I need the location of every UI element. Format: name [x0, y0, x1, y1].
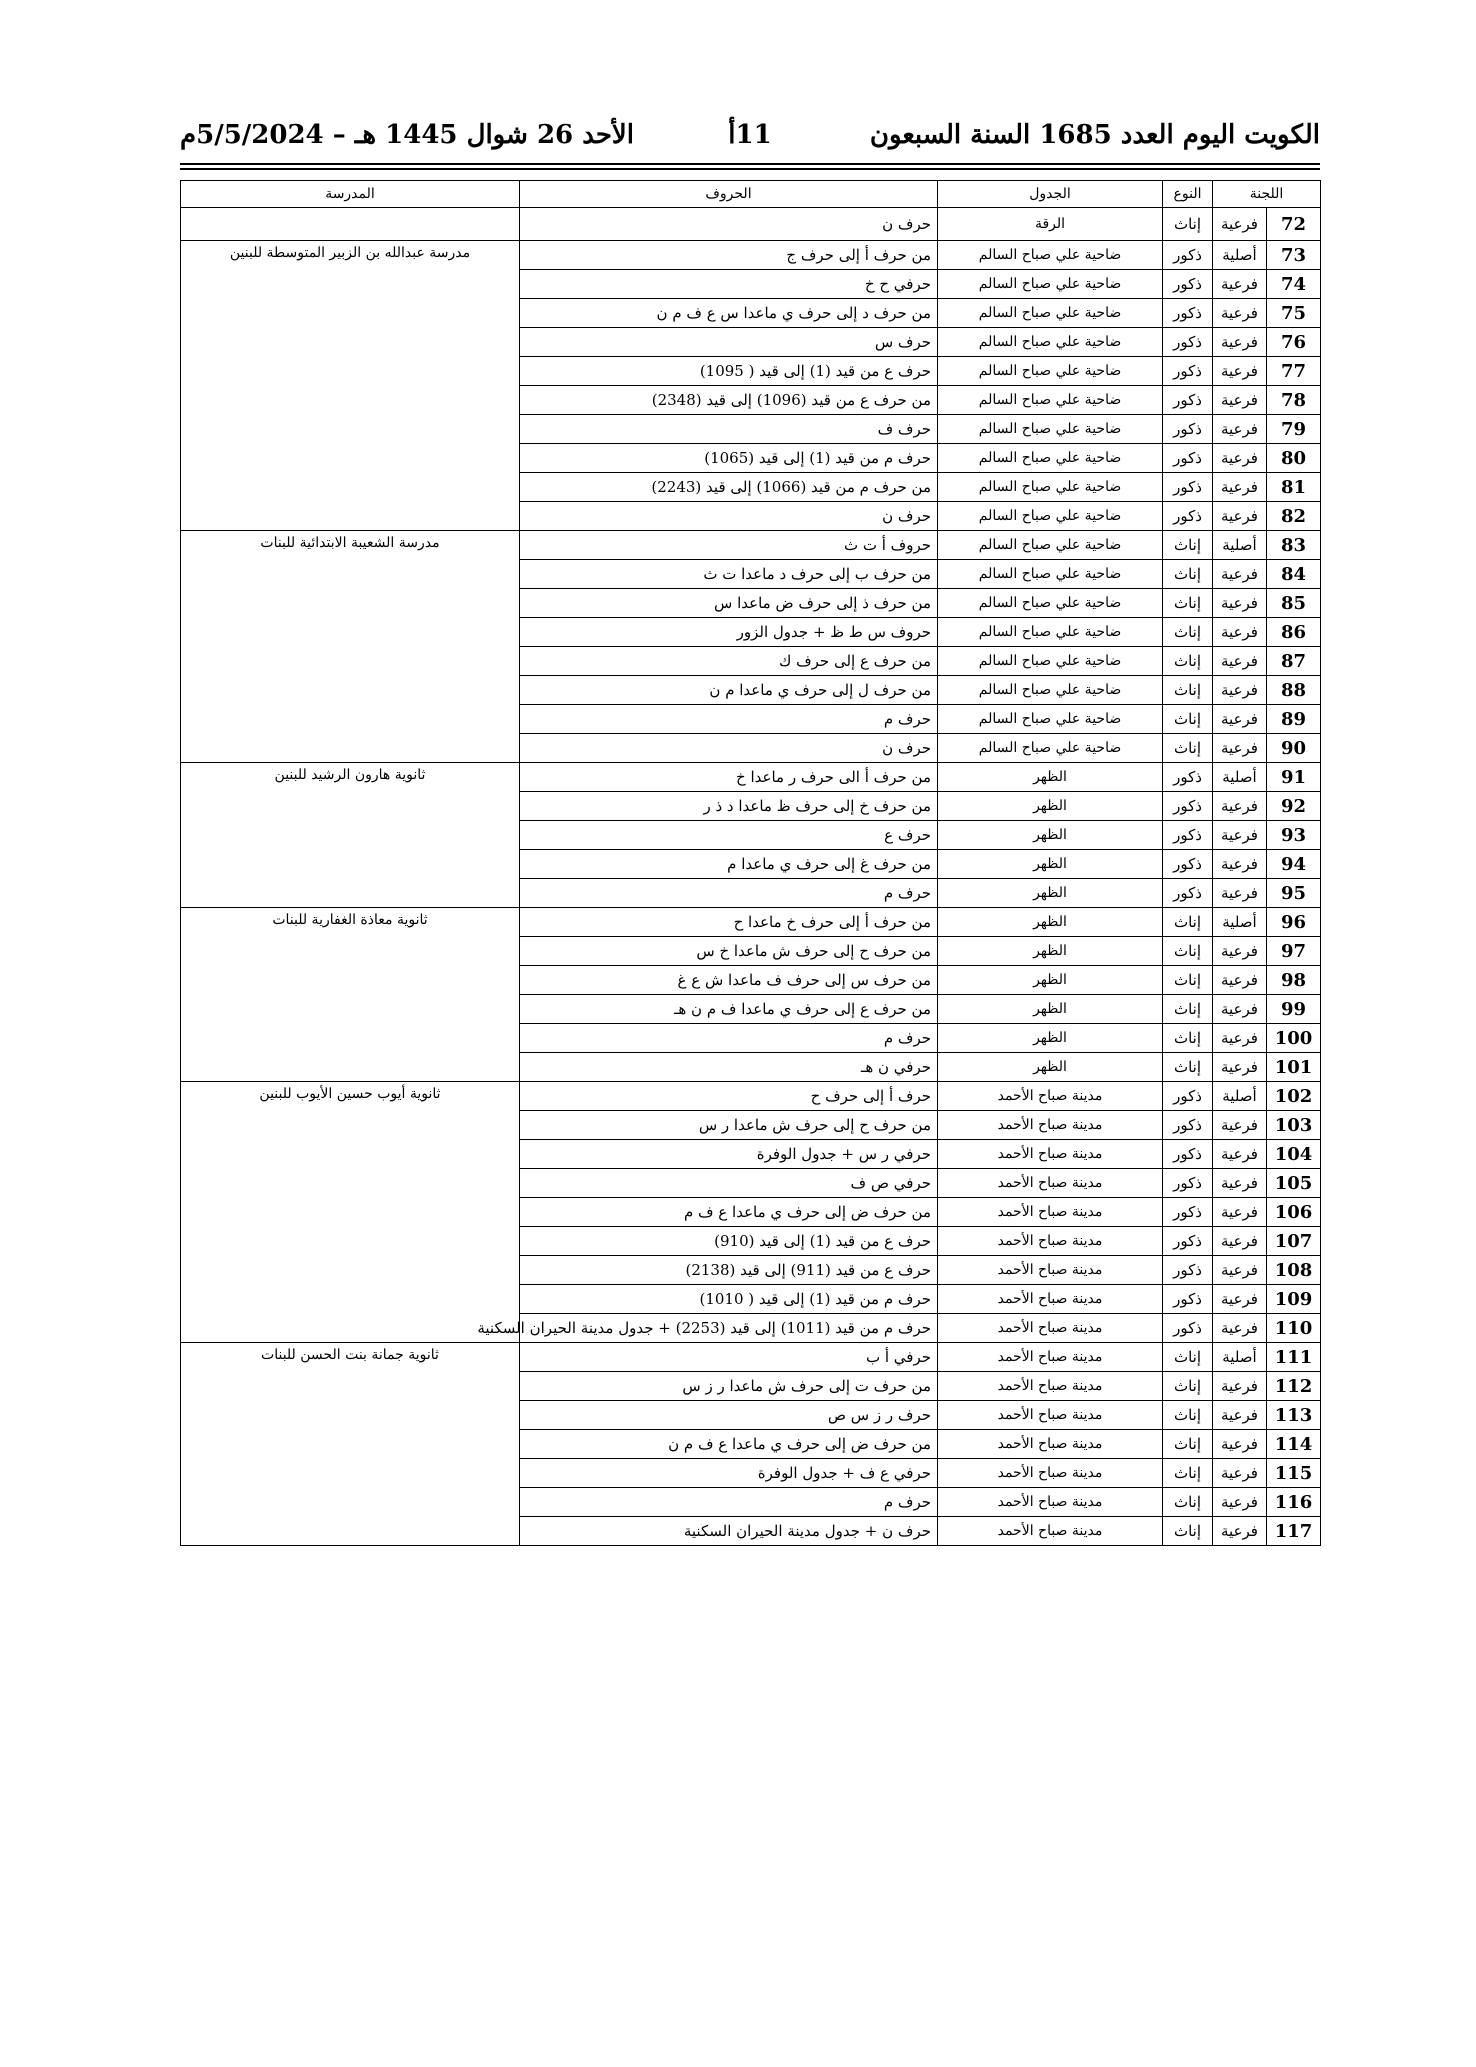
committee-type: أصلية	[1213, 908, 1267, 937]
committee-type: فرعية	[1213, 473, 1267, 502]
committee-number: 109	[1267, 1285, 1321, 1314]
committee-number: 97	[1267, 937, 1321, 966]
committee-area: الظهر	[938, 995, 1163, 1024]
committee-letters: من حرف ح إلى حرف ش ماعدا ر س	[520, 1111, 938, 1140]
committee-area: ضاحية علي صباح السالم	[938, 386, 1163, 415]
committee-type: فرعية	[1213, 821, 1267, 850]
committee-type: فرعية	[1213, 937, 1267, 966]
table-row	[181, 763, 1321, 792]
col-header-committee: اللجنة	[1213, 181, 1321, 208]
committee-area: مدينة صباح الأحمد	[938, 1517, 1163, 1546]
committee-type: فرعية	[1213, 1372, 1267, 1401]
committee-number: 112	[1267, 1372, 1321, 1401]
school-name: مدرسة عبدالله بن الزبير المتوسطة للبنين	[181, 241, 520, 531]
col-header-letters: الحروف	[520, 181, 938, 208]
committee-gender: إناث	[1163, 734, 1213, 763]
committee-type: فرعية	[1213, 1256, 1267, 1285]
committee-letters: حرف ع من قيد (1) إلى قيد (910)	[520, 1227, 938, 1256]
committee-gender: ذكور	[1163, 1140, 1213, 1169]
table-row	[181, 241, 1321, 270]
committee-gender: إناث	[1163, 995, 1213, 1024]
committee-gender: ذكور	[1163, 763, 1213, 792]
committee-letters: من حرف م من قيد (1066) إلى قيد (2243)	[520, 473, 938, 502]
committee-type: فرعية	[1213, 386, 1267, 415]
committee-gender: إناث	[1163, 1343, 1213, 1372]
committee-type: فرعية	[1213, 1111, 1267, 1140]
committee-gender: إناث	[1163, 966, 1213, 995]
committee-type: فرعية	[1213, 850, 1267, 879]
committee-letters: من حرف ض إلى حرف ي ماعدا ع ف م ن	[520, 1430, 938, 1459]
committee-area: ضاحية علي صباح السالم	[938, 734, 1163, 763]
committee-gender: ذكور	[1163, 850, 1213, 879]
committee-number: 117	[1267, 1517, 1321, 1546]
committee-letters: من حرف د إلى حرف ي ماعدا س ع ف م ن	[520, 299, 938, 328]
committee-type: أصلية	[1213, 763, 1267, 792]
committee-number: 74	[1267, 270, 1321, 299]
committee-area: مدينة صباح الأحمد	[938, 1401, 1163, 1430]
committee-number: 79	[1267, 415, 1321, 444]
committee-area: ضاحية علي صباح السالم	[938, 618, 1163, 647]
committee-area: ضاحية علي صباح السالم	[938, 444, 1163, 473]
committee-number: 85	[1267, 589, 1321, 618]
committee-type: فرعية	[1213, 589, 1267, 618]
committee-type: فرعية	[1213, 328, 1267, 357]
committee-area: ضاحية علي صباح السالم	[938, 328, 1163, 357]
committee-area: الظهر	[938, 908, 1163, 937]
committee-gender: إناث	[1163, 1517, 1213, 1546]
committee-gender: إناث	[1163, 1053, 1213, 1082]
committee-type: فرعية	[1213, 734, 1267, 763]
committee-gender: إناث	[1163, 908, 1213, 937]
committee-letters: من حرف غ إلى حرف ي ماعدا م	[520, 850, 938, 879]
committee-number: 89	[1267, 705, 1321, 734]
committee-type: فرعية	[1213, 1314, 1267, 1343]
committee-number: 98	[1267, 966, 1321, 995]
committee-type: فرعية	[1213, 1024, 1267, 1053]
committee-letters: حرف م	[520, 1488, 938, 1517]
committee-type: فرعية	[1213, 1053, 1267, 1082]
committee-gender: إناث	[1163, 1430, 1213, 1459]
committee-number: 78	[1267, 386, 1321, 415]
committee-gender: ذكور	[1163, 415, 1213, 444]
committee-type: فرعية	[1213, 676, 1267, 705]
committee-gender: ذكور	[1163, 792, 1213, 821]
school-name: ثانوية أيوب حسين الأيوب للبنين	[181, 1082, 520, 1343]
committee-letters: حرفي ر س + جدول الوفرة	[520, 1140, 938, 1169]
committee-gender: ذكور	[1163, 1227, 1213, 1256]
committee-area: مدينة صباح الأحمد	[938, 1169, 1163, 1198]
committee-gender: إناث	[1163, 676, 1213, 705]
committee-gender: ذكور	[1163, 299, 1213, 328]
committee-type: فرعية	[1213, 502, 1267, 531]
committee-area: الظهر	[938, 1053, 1163, 1082]
committee-letters: حرف ع	[520, 821, 938, 850]
committee-type: فرعية	[1213, 1401, 1267, 1430]
committee-number: 80	[1267, 444, 1321, 473]
committee-gender: ذكور	[1163, 1314, 1213, 1343]
committee-letters: حرف ع من قيد (1) إلى قيد ( 1095)	[520, 357, 938, 386]
committee-gender: ذكور	[1163, 1256, 1213, 1285]
committee-number: 101	[1267, 1053, 1321, 1082]
committee-type: فرعية	[1213, 415, 1267, 444]
committee-gender: إناث	[1163, 1024, 1213, 1053]
committee-area: الظهر	[938, 879, 1163, 908]
committee-number: 88	[1267, 676, 1321, 705]
committee-number: 95	[1267, 879, 1321, 908]
committee-type: فرعية	[1213, 1285, 1267, 1314]
committee-number: 102	[1267, 1082, 1321, 1111]
table-row	[181, 1343, 1321, 1372]
committee-number: 100	[1267, 1024, 1321, 1053]
committee-area: مدينة صباح الأحمد	[938, 1488, 1163, 1517]
committee-gender: إناث	[1163, 1488, 1213, 1517]
committee-type: فرعية	[1213, 995, 1267, 1024]
committee-area: مدينة صباح الأحمد	[938, 1111, 1163, 1140]
committee-area: مدينة صباح الأحمد	[938, 1285, 1163, 1314]
committee-number: 107	[1267, 1227, 1321, 1256]
page-number: 11أ	[728, 120, 772, 150]
committee-area: مدينة صباح الأحمد	[938, 1082, 1163, 1111]
committee-letters: من حرف ح إلى حرف ش ماعدا خ س	[520, 937, 938, 966]
committee-number: 75	[1267, 299, 1321, 328]
table-row	[181, 908, 1321, 937]
committee-letters: حرفي ع ف + جدول الوفرة	[520, 1459, 938, 1488]
committee-gender: ذكور	[1163, 386, 1213, 415]
committee-gender: ذكور	[1163, 1198, 1213, 1227]
committee-letters: من حرف أ إلى حرف ج	[520, 241, 938, 270]
committee-type: فرعية	[1213, 1227, 1267, 1256]
committee-gender: ذكور	[1163, 328, 1213, 357]
table-row	[181, 531, 1321, 560]
committee-letters: من حرف ب إلى حرف د ماعدا ت ث	[520, 560, 938, 589]
committee-type: فرعية	[1213, 1488, 1267, 1517]
committee-number: 113	[1267, 1401, 1321, 1430]
committee-letters: حرفي ح خ	[520, 270, 938, 299]
committee-area: مدينة صباح الأحمد	[938, 1227, 1163, 1256]
committee-number: 99	[1267, 995, 1321, 1024]
committee-area: ضاحية علي صباح السالم	[938, 589, 1163, 618]
committee-type: فرعية	[1213, 1198, 1267, 1227]
committee-area: مدينة صباح الأحمد	[938, 1140, 1163, 1169]
committee-number: 108	[1267, 1256, 1321, 1285]
committee-gender: ذكور	[1163, 821, 1213, 850]
committee-type: فرعية	[1213, 1430, 1267, 1459]
committee-letters: حرف ع من قيد (911) إلى قيد (2138)	[520, 1256, 938, 1285]
committee-number: 91	[1267, 763, 1321, 792]
committee-number: 105	[1267, 1169, 1321, 1198]
committee-letters: حرف م من قيد (1011) إلى قيد (2253) + جدول مدينة الحيران السكنية	[520, 1314, 938, 1343]
committee-area: الظهر	[938, 821, 1163, 850]
committee-type: فرعية	[1213, 444, 1267, 473]
committee-area: ضاحية علي صباح السالم	[938, 560, 1163, 589]
committee-letters: حرف ن + جدول مدينة الحيران السكنية	[520, 1517, 938, 1546]
committee-letters: حرف ن	[520, 502, 938, 531]
committee-number: 110	[1267, 1314, 1321, 1343]
committee-gender: ذكور	[1163, 473, 1213, 502]
committee-letters: من حرف ع إلى حرف ك	[520, 647, 938, 676]
committee-type: فرعية	[1213, 879, 1267, 908]
committee-gender: إناث	[1163, 1372, 1213, 1401]
committee-type: أصلية	[1213, 531, 1267, 560]
committee-area: ضاحية علي صباح السالم	[938, 647, 1163, 676]
school-name: ثانوية جمانة بنت الحسن للبنات	[181, 1343, 520, 1546]
committee-area: مدينة صباح الأحمد	[938, 1314, 1163, 1343]
committees-table	[180, 180, 1321, 1546]
page-header	[180, 120, 1320, 160]
committee-letters: حروف س ط ظ + جدول الزور	[520, 618, 938, 647]
committee-gender: إناث	[1163, 705, 1213, 734]
committee-number: 76	[1267, 328, 1321, 357]
committee-type: فرعية	[1213, 270, 1267, 299]
committee-letters: حرف م من قيد (1) إلى قيد ( 1010)	[520, 1285, 938, 1314]
committee-area: ضاحية علي صباح السالم	[938, 241, 1163, 270]
committee-letters: من حرف ل إلى حرف ي ماعدا م ن	[520, 676, 938, 705]
committee-number: 96	[1267, 908, 1321, 937]
committee-letters: من حرف ض إلى حرف ي ماعدا ع ف م	[520, 1198, 938, 1227]
committee-number: 77	[1267, 357, 1321, 386]
committee-gender: ذكور	[1163, 1169, 1213, 1198]
committee-area: ضاحية علي صباح السالم	[938, 299, 1163, 328]
committee-letters: حرف س	[520, 328, 938, 357]
school-name	[181, 208, 520, 241]
committee-area: مدينة صباح الأحمد	[938, 1459, 1163, 1488]
table-row	[181, 208, 1321, 241]
committee-area: مدينة صباح الأحمد	[938, 1343, 1163, 1372]
committee-gender: ذكور	[1163, 357, 1213, 386]
committee-gender: ذكور	[1163, 1111, 1213, 1140]
committee-type: فرعية	[1213, 560, 1267, 589]
committee-type: فرعية	[1213, 966, 1267, 995]
committee-gender: إناث	[1163, 937, 1213, 966]
committee-number: 106	[1267, 1198, 1321, 1227]
committee-area: الرقة	[938, 208, 1163, 241]
committee-letters: من حرف ذ إلى حرف ض ماعدا س	[520, 589, 938, 618]
committee-letters: حرف م من قيد (1) إلى قيد (1065)	[520, 444, 938, 473]
committee-type: فرعية	[1213, 357, 1267, 386]
committee-number: 94	[1267, 850, 1321, 879]
committee-gender: إناث	[1163, 1401, 1213, 1430]
committee-letters: حرف ن	[520, 734, 938, 763]
committee-number: 104	[1267, 1140, 1321, 1169]
header-rule-bottom	[180, 168, 1320, 170]
issue-date: الأحد 26 شوال 1445 هـ – 5/5/2024م	[180, 120, 634, 150]
committee-number: 87	[1267, 647, 1321, 676]
col-header-area: الجدول	[938, 181, 1163, 208]
committee-type: فرعية	[1213, 1140, 1267, 1169]
committees-table-wrap	[180, 180, 1320, 1546]
committee-area: ضاحية علي صباح السالم	[938, 473, 1163, 502]
committee-area: مدينة صباح الأحمد	[938, 1198, 1163, 1227]
header-rule-top	[180, 163, 1320, 165]
committee-area: ضاحية علي صباح السالم	[938, 270, 1163, 299]
committee-number: 115	[1267, 1459, 1321, 1488]
committee-type: فرعية	[1213, 208, 1267, 241]
committee-type: فرعية	[1213, 705, 1267, 734]
committee-area: ضاحية علي صباح السالم	[938, 676, 1163, 705]
committee-gender: ذكور	[1163, 270, 1213, 299]
committee-gender: إناث	[1163, 589, 1213, 618]
committee-number: 83	[1267, 531, 1321, 560]
committee-letters: من حرف ع من قيد (1096) إلى قيد (2348)	[520, 386, 938, 415]
committee-gender: ذكور	[1163, 444, 1213, 473]
committee-area: ضاحية علي صباح السالم	[938, 502, 1163, 531]
committee-letters: من حرف ت إلى حرف ش ماعدا ر ز س	[520, 1372, 938, 1401]
gazette-issue-title: الكويت اليوم العدد 1685 السنة السبعون	[869, 120, 1320, 150]
committee-area: مدينة صباح الأحمد	[938, 1430, 1163, 1459]
committee-number: 81	[1267, 473, 1321, 502]
col-header-school: المدرسة	[181, 181, 520, 208]
committee-number: 86	[1267, 618, 1321, 647]
committee-gender: إناث	[1163, 618, 1213, 647]
committee-gender: إناث	[1163, 531, 1213, 560]
committee-letters: حرف م	[520, 879, 938, 908]
committee-area: الظهر	[938, 937, 1163, 966]
committee-type: فرعية	[1213, 792, 1267, 821]
committee-gender: إناث	[1163, 208, 1213, 241]
committee-area: ضاحية علي صباح السالم	[938, 705, 1163, 734]
committee-letters: حرفي ص ف	[520, 1169, 938, 1198]
committee-gender: إناث	[1163, 560, 1213, 589]
committee-number: 116	[1267, 1488, 1321, 1517]
committee-area: مدينة صباح الأحمد	[938, 1372, 1163, 1401]
table-row	[181, 1082, 1321, 1111]
committee-type: فرعية	[1213, 618, 1267, 647]
committee-area: الظهر	[938, 792, 1163, 821]
committee-area: الظهر	[938, 850, 1163, 879]
committee-type: أصلية	[1213, 1343, 1267, 1372]
committee-letters: حرفي أ ب	[520, 1343, 938, 1372]
committee-letters: حرف م	[520, 1024, 938, 1053]
committee-area: الظهر	[938, 1024, 1163, 1053]
committee-gender: إناث	[1163, 647, 1213, 676]
committee-letters: من حرف س إلى حرف ف ماعدا ش ع غ	[520, 966, 938, 995]
committee-type: فرعية	[1213, 1459, 1267, 1488]
school-name: ثانوية معاذة الغفارية للبنات	[181, 908, 520, 1082]
committee-letters: من حرف أ الى حرف ر ماعدا خ	[520, 763, 938, 792]
committee-gender: ذكور	[1163, 1285, 1213, 1314]
col-header-gender: النوع	[1163, 181, 1213, 208]
table-body	[181, 208, 1321, 1546]
committee-number: 90	[1267, 734, 1321, 763]
committee-letters: حرف أ إلى حرف ح	[520, 1082, 938, 1111]
committee-gender: ذكور	[1163, 1082, 1213, 1111]
committee-letters: من حرف خ إلى حرف ظ ماعدا د ذ ر	[520, 792, 938, 821]
table-header-row	[181, 181, 1321, 208]
committee-number: 111	[1267, 1343, 1321, 1372]
committee-type: أصلية	[1213, 241, 1267, 270]
committee-area: الظهر	[938, 966, 1163, 995]
committee-type: فرعية	[1213, 299, 1267, 328]
committee-gender: إناث	[1163, 1459, 1213, 1488]
committee-area: ضاحية علي صباح السالم	[938, 357, 1163, 386]
committee-type: فرعية	[1213, 647, 1267, 676]
committee-area: ضاحية علي صباح السالم	[938, 415, 1163, 444]
committee-number: 73	[1267, 241, 1321, 270]
committee-area: الظهر	[938, 763, 1163, 792]
committee-number: 84	[1267, 560, 1321, 589]
committee-gender: ذكور	[1163, 241, 1213, 270]
committee-letters: من حرف أ إلى حرف خ ماعدا ح	[520, 908, 938, 937]
committee-type: أصلية	[1213, 1082, 1267, 1111]
school-name: مدرسة الشعيبة الابتدائية للبنات	[181, 531, 520, 763]
committee-gender: ذكور	[1163, 879, 1213, 908]
committee-number: 92	[1267, 792, 1321, 821]
committee-type: فرعية	[1213, 1517, 1267, 1546]
committee-letters: حرف ر ز س ص	[520, 1401, 938, 1430]
committee-number: 103	[1267, 1111, 1321, 1140]
committee-gender: ذكور	[1163, 502, 1213, 531]
committee-letters: حرف م	[520, 705, 938, 734]
committee-letters: حرفي ن هـ	[520, 1053, 938, 1082]
committee-area: ضاحية علي صباح السالم	[938, 531, 1163, 560]
committee-number: 82	[1267, 502, 1321, 531]
committee-number: 72	[1267, 208, 1321, 241]
committee-letters: حرف ف	[520, 415, 938, 444]
committee-type: فرعية	[1213, 1169, 1267, 1198]
committee-number: 114	[1267, 1430, 1321, 1459]
committee-letters: حروف أ ت ث	[520, 531, 938, 560]
committee-letters: من حرف ع إلى حرف ي ماعدا ف م ن هـ	[520, 995, 938, 1024]
committee-letters: حرف ن	[520, 208, 938, 241]
committee-area: مدينة صباح الأحمد	[938, 1256, 1163, 1285]
school-name: ثانوية هارون الرشيد للبنين	[181, 763, 520, 908]
committee-number: 93	[1267, 821, 1321, 850]
